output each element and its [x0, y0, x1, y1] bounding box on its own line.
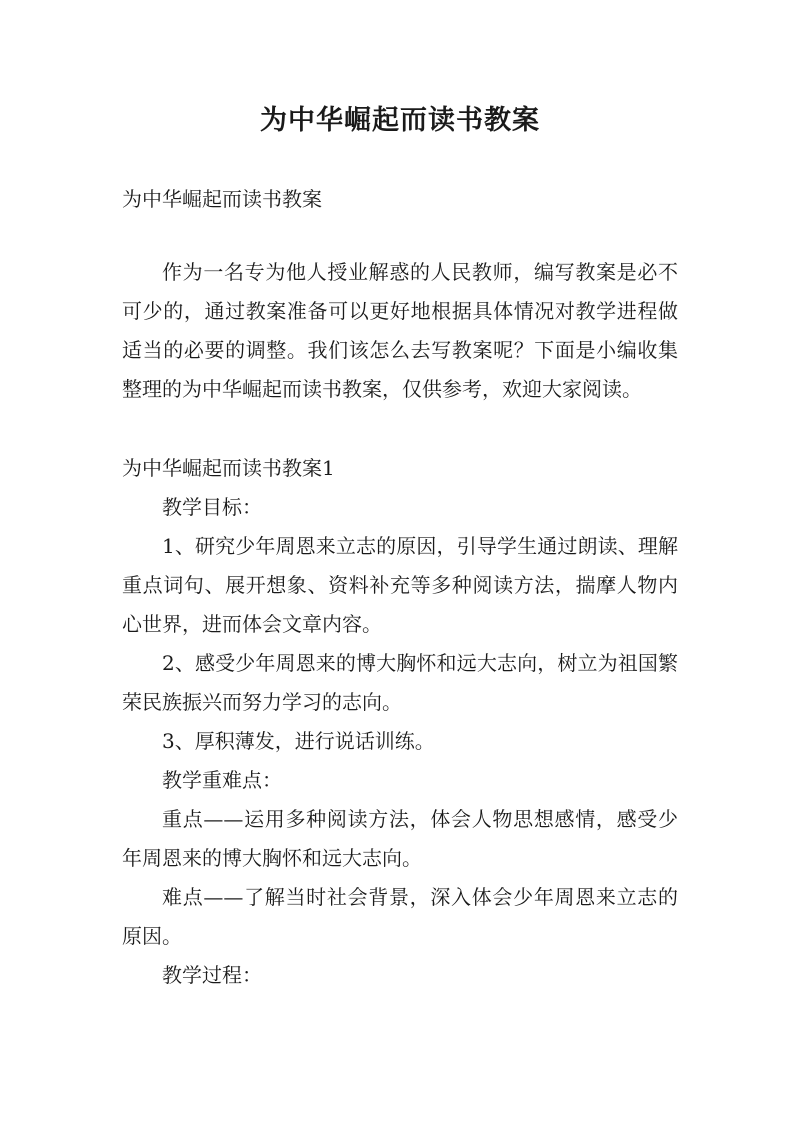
document-body — [122, 180, 678, 995]
goal-item-1: 1、研究少年周恩来立志的原因，引导学生通过朗读、理解重点词句、展开想象、资料补充等多种阅读方法，揣摩人物内心世界，进而体会文章内容。 — [122, 534, 678, 636]
section-heading: 为中华崛起而读书教案1 — [122, 456, 335, 480]
goals-label: 教学目标： — [162, 495, 262, 519]
key-point-paragraph: 重点——运用多种阅读方法，体会人物思想感情，感受少年周恩来的博大胸怀和远大志向。 — [122, 807, 678, 870]
process-label: 教学过程： — [162, 963, 262, 987]
intro-paragraph: 作为一名专为他人授业解惑的人民教师，编写教案是必不可少的，通过教案准备可以更好地根据具体情况对教学进程做适当的必要的调整。我们该怎么去写教案呢？下面是小编收集整理的为中华崛起而读书教案，仅供参考，欢迎大家阅读。 — [122, 260, 678, 401]
goal-item-2: 2、感受少年周恩来的博大胸怀和远大志向，树立为祖国繁荣民族振兴而努力学习的志向。 — [122, 651, 678, 714]
key-points-label: 教学重难点： — [162, 768, 282, 792]
document-title: 为中华崛起而读书教案 — [260, 105, 540, 136]
difficult-point-paragraph: 难点——了解当时社会背景，深入体会少年周恩来立志的原因。 — [122, 885, 678, 948]
goal-item-3: 3、厚积薄发，进行说话训练。 — [162, 729, 435, 753]
document-subtitle: 为中华崛起而读书教案 — [122, 187, 322, 211]
